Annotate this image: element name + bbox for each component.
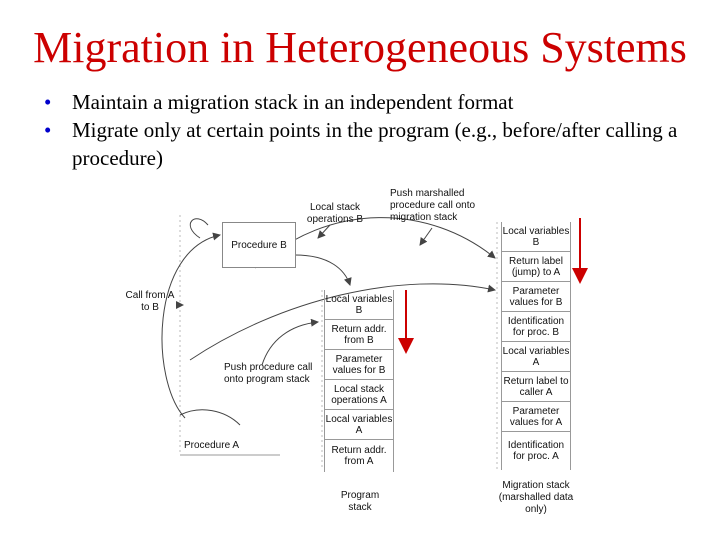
bullet-text: Migrate only at certain points in the program (e.g., before/after calling a procedure): [72, 118, 678, 170]
call-from-label: Call from A to B: [125, 290, 175, 313]
slide-title: Migration in Heterogeneous Systems: [33, 23, 687, 72]
migration-stack-cell: Return label to caller A: [503, 375, 569, 398]
procedure-b-label: Procedure B: [231, 239, 287, 251]
migration-stack-label: Migration stack (marshalled data only): [498, 480, 574, 515]
migration-stack-row: [502, 282, 570, 312]
migration-stack-row: [502, 342, 570, 372]
push-marshalled-pointer: [420, 228, 432, 245]
migration-stack: [501, 222, 571, 470]
migration-stack-cell: Parameter values for B: [509, 285, 563, 308]
bullet-text: Maintain a migration stack in an independent format: [72, 90, 514, 114]
program-stack-row: [325, 410, 393, 440]
program-stack-cell: Local variables B: [325, 293, 393, 316]
push-procedure-label: Push procedure call onto program stack: [224, 362, 313, 385]
local-stack-ops-b-label: Local stack operations B: [306, 202, 364, 225]
program-stack-row: [325, 320, 393, 350]
program-stack-row: [325, 350, 393, 380]
migration-stack-row: [502, 252, 570, 282]
migration-stack-row: [502, 222, 570, 252]
call-arrow-a-to-b: [162, 235, 220, 418]
migration-stack-row: [502, 402, 570, 432]
program-stack-cell: Return addr. from A: [331, 444, 387, 467]
push-marshalled-label: Push marshalled procedure call onto migration stack: [390, 188, 476, 223]
push-procedure-arrow: [262, 322, 318, 365]
migration-stack-row: [502, 372, 570, 402]
procedure-b-box: [222, 222, 296, 268]
procedure-a-loop: [180, 410, 240, 425]
migration-stack-cell: Identification for proc. B: [507, 315, 565, 338]
program-stack: [324, 290, 394, 472]
migration-stack-cell: Parameter values for A: [509, 405, 563, 428]
program-stack-row: [325, 380, 393, 410]
program-stack-label: Program stack: [340, 490, 380, 513]
bullet-dot-icon: •: [44, 118, 52, 142]
migration-stack-row: [502, 432, 570, 469]
migration-stack-row: [502, 312, 570, 342]
program-stack-cell: Return addr. from B: [331, 323, 387, 346]
program-stack-row: [325, 440, 393, 471]
migration-stack-cell: Identification for proc. A: [507, 439, 565, 462]
program-stack-row: [325, 290, 393, 320]
migration-stack-cell: Local variables B: [502, 225, 570, 248]
program-stack-cell: Parameter values for B: [332, 353, 386, 376]
migration-stack-cell: Return label (jump) to A: [509, 255, 563, 278]
program-stack-cell: Local variables A: [325, 413, 393, 436]
program-stack-cell: Local stack operations A: [331, 383, 387, 406]
procedure-b-to-stack-arrow: [295, 255, 350, 285]
bullet-dot-icon: •: [44, 90, 52, 114]
migration-stack-cell: Local variables A: [502, 345, 570, 368]
procedure-a-label: Procedure A: [184, 440, 240, 451]
loop-arrow: [190, 219, 208, 238]
